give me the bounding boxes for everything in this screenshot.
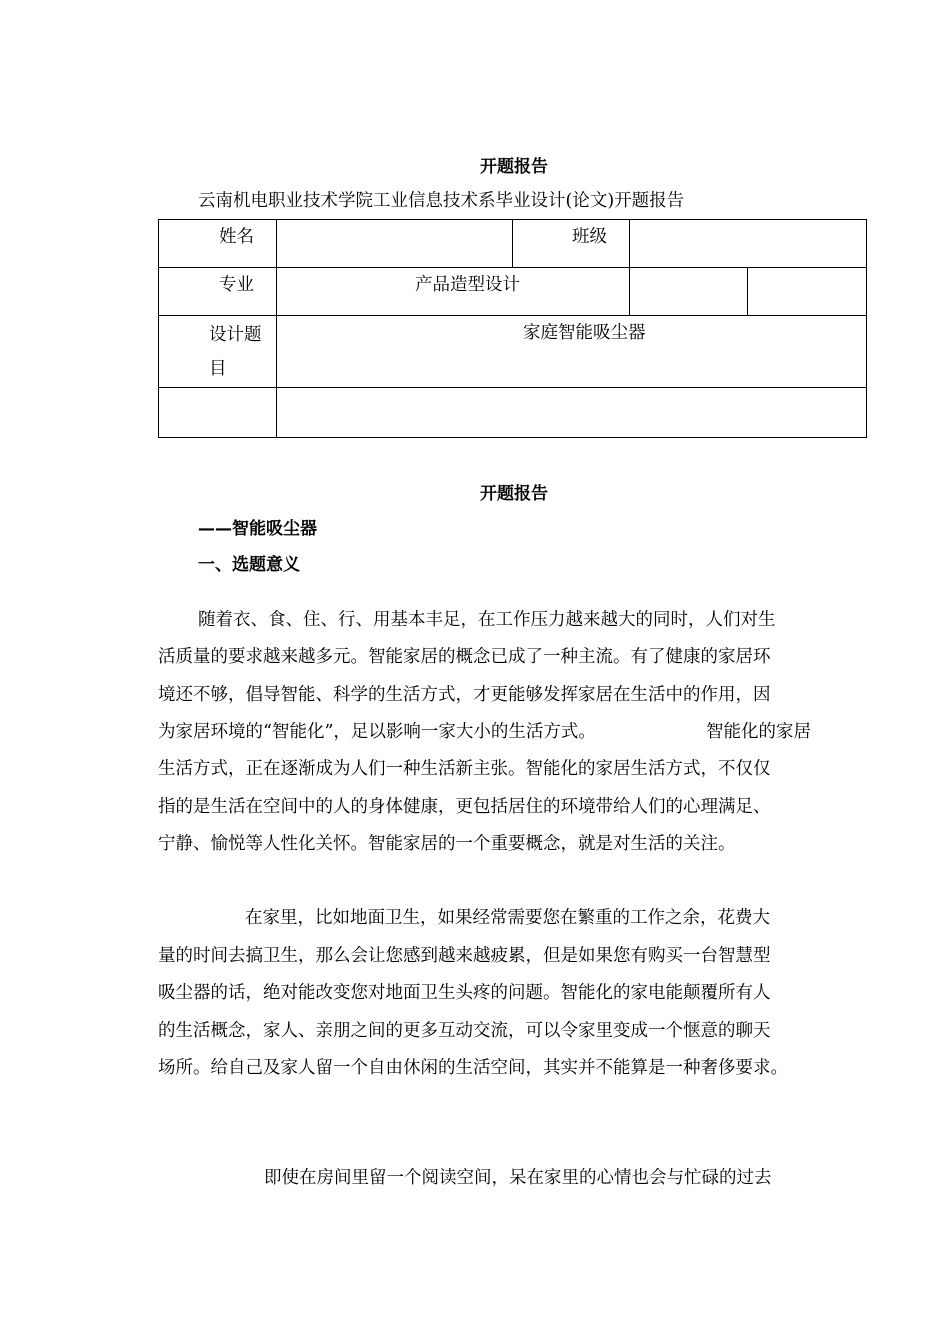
topic-label-cell <box>159 316 277 388</box>
paragraph-line: 为家居环境的“智能化”，足以影响一家大小的生活方式。 <box>158 722 596 742</box>
paragraph-line: 生活方式，正在逐渐成为人们一种生活新主张。智能化的家居生活方式，不仅仅 <box>158 759 771 779</box>
empty-label-cell <box>159 388 277 438</box>
name-value-cell <box>277 220 513 268</box>
topic-label-line1: 设计题 <box>209 325 262 345</box>
name-label: 姓名 <box>219 227 254 247</box>
class-label: 班级 <box>572 227 607 247</box>
major-extra-cell-1 <box>630 268 748 316</box>
section-heading-significance: 一、选题意义 <box>198 555 300 575</box>
paragraph-line: 随着衣、食、住、行、用基本丰足，在工作压力越来越大的同时，人们对生 <box>198 610 776 630</box>
report-subtitle: ——智能吸尘器 <box>198 519 317 539</box>
paragraph-line: 智能化的家居 <box>706 722 811 742</box>
major-value-cell <box>277 268 630 316</box>
major-label-cell <box>159 268 277 316</box>
paragraph-line: 量的时间去搞卫生，那么会让您感到越来越疲累，但是如果您有购买一台智慧型 <box>158 946 771 966</box>
paragraph-line: 指的是生活在空间中的人的身体健康，更包括居住的环境带给人们的心理满足、 <box>158 797 771 817</box>
paragraph-line: 境还不够，倡导智能、科学的生活方式，才更能够发挥家居在生活中的作用，因 <box>158 685 771 705</box>
major-value: 产品造型设计 <box>415 275 520 295</box>
paragraph-line: 宁静、愉悦等人性化关怀。智能家居的一个重要概念，就是对生活的关注。 <box>158 834 736 854</box>
info-table <box>158 219 867 438</box>
document-subtitle: 云南机电职业技术学院工业信息技术系毕业设计(论文)开题报告 <box>198 191 685 211</box>
major-extra-cell-2 <box>748 268 867 316</box>
paragraph-line: 场所。给自己及家人留一个自由休闲的生活空间，其实并不能算是一种奢侈要求。 <box>158 1058 788 1078</box>
topic-value: 家庭智能吸尘器 <box>523 323 646 343</box>
topic-value-cell <box>277 316 867 388</box>
paragraph-line: 在家里，比如地面卫生，如果经常需要您在繁重的工作之余，花费大 <box>245 908 770 928</box>
page-title: 开题报告 <box>480 157 548 177</box>
report-title: 开题报告 <box>480 484 548 504</box>
class-value-cell <box>630 220 867 268</box>
paragraph-line: 活质量的要求越来越多元。智能家居的概念已成了一种主流。有了健康的家居环 <box>158 647 771 667</box>
paragraph-line: 吸尘器的话，绝对能改变您对地面卫生头疼的问题。智能化的家电能颠覆所有人 <box>158 983 771 1003</box>
class-label-cell <box>513 220 630 268</box>
empty-value-cell <box>277 388 867 438</box>
name-label-cell <box>159 220 277 268</box>
major-label: 专业 <box>219 275 254 295</box>
topic-label-line2: 目 <box>209 359 227 379</box>
paragraph-line: 的生活概念，家人、亲朋之间的更多互动交流，可以令家里变成一个惬意的聊天 <box>158 1021 771 1041</box>
paragraph-line: 即使在房间里留一个阅读空间，呆在家里的心情也会与忙碌的过去 <box>264 1168 772 1188</box>
